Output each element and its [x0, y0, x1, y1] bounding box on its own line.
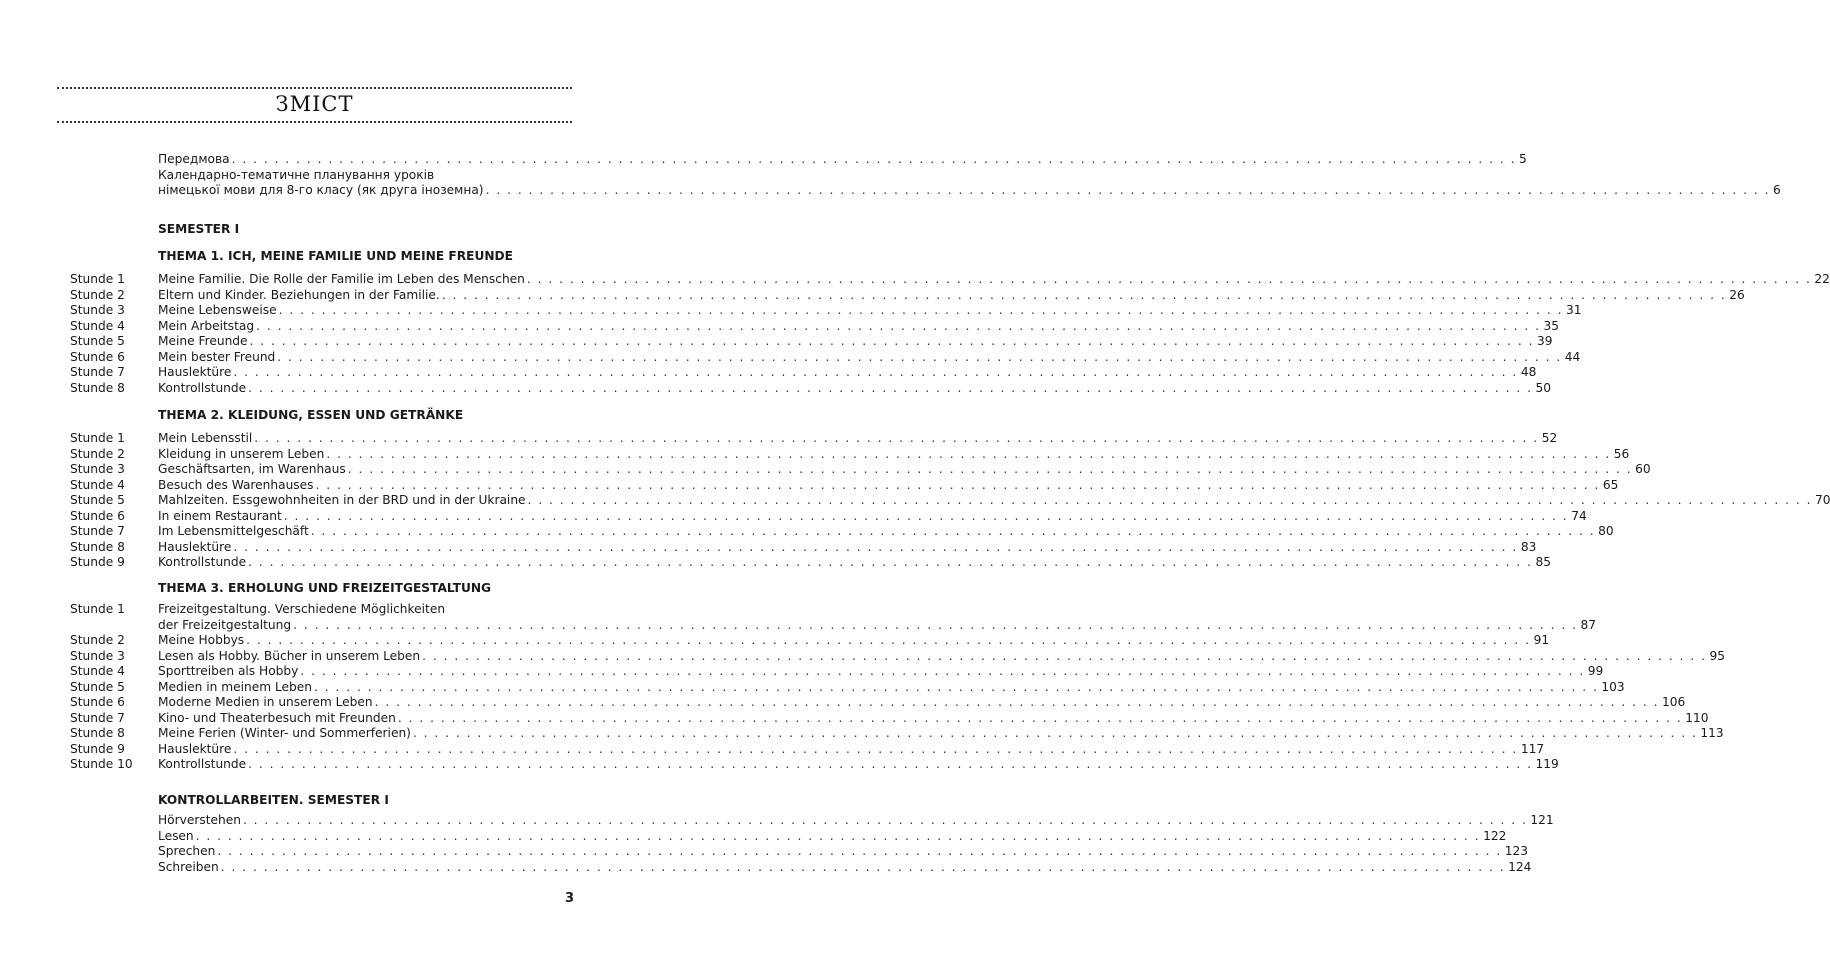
- lesson-label: Stunde 4: [70, 478, 125, 492]
- dot-leader: . . . . . . . . . . . . . . . . . . . . . . . . . . . . . . . . . . . . . . . . . . . . . . . . . . . . . . . . . . . . . . . . . . . . . . . . . . . . . . . . . . . . . . . . . . . . . . . . . . . . . . . . . . . . . . . . . . . . . . . .: [256, 319, 1541, 333]
- entry-title: Hauslektüre: [158, 742, 232, 756]
- entry-title: Lesen: [158, 829, 194, 843]
- entry-title: Календарно-тематичне планування уроків: [158, 168, 435, 182]
- section-heading: THEMA 1. ICH, MEINE FAMILIE UND MEINE FREUNDE: [158, 249, 513, 263]
- toc-row: [0, 318, 1559, 334]
- lesson-label: Stunde 4: [70, 319, 125, 333]
- entry-page-number: 95: [1709, 649, 1726, 663]
- lesson-label: Stunde 3: [70, 649, 125, 663]
- entry-title: Meine Ferien (Winter- und Sommerferien): [158, 726, 411, 740]
- toc-row: [0, 554, 1552, 570]
- entry-title: Kontrollstunde: [158, 757, 247, 771]
- lesson-label: Stunde 1: [70, 431, 125, 445]
- toc-row: [0, 859, 1532, 875]
- toc-row: [0, 725, 1724, 741]
- entry-page-number: 22: [1814, 272, 1830, 286]
- entry-page-number: 39: [1536, 334, 1553, 348]
- toc-entry: [158, 302, 1582, 318]
- entry-title: Freizeitgestaltung. Verschiedene Möglichkeiten: [158, 602, 446, 616]
- toc-entry: [158, 694, 1686, 710]
- dot-leader: . . . . . . . . . . . . . . . . . . . . . . . . . . . . . . . . . . . . . . . . . . . . . . . . . . . . . . . . . . . . . . . . . . . . . . . . . . . . . . . . . . . . . . . . . . . . . . . . . . . . . . . . . . . . . . . . . . . . . . . .: [422, 649, 1707, 663]
- lesson-label: Stunde 8: [70, 726, 125, 740]
- toc-entry: [158, 380, 1552, 396]
- lesson-label: Stunde 2: [70, 633, 125, 647]
- entry-page-number: 6: [1772, 183, 1781, 197]
- dot-leader: . . . . . . . . . . . . . . . . . . . . . . . . . . . . . . . . . . . . . . . . . . . . . . . . . . . . . . . . . . . . . . . . . . . . . . . . . . . . . . . . . . . . . . . . . . . . . . . . . . . . . . . . . . . . . . . . . . . . . . . .: [246, 633, 1531, 647]
- toc-entry: [158, 477, 1619, 493]
- dot-leader: . . . . . . . . . . . . . . . . . . . . . . . . . . . . . . . . . . . . . . . . . . . . . . . . . . . . . . . . . . . . . . . . . . . . . . . . . . . . . . . . . . . . . . . . . . . . . . . . . . . . . . . . . . . . . . . . . . . . . . . .: [397, 711, 1683, 725]
- entry-page-number: 80: [1598, 524, 1614, 538]
- dot-leader: . . . . . . . . . . . . . . . . . . . . . . . . . . . . . . . . . . . . . . . . . . . . . . . . . . . . . . . . . . . . . . . . . . . . . . . . . . . . . . . . . . . . . . . . . . . . . . . . . . . . . . . . . . . . . . . . . . . . . . . .: [217, 844, 1502, 858]
- toc-row: [0, 333, 1553, 349]
- toc-entry: [158, 182, 1781, 198]
- entry-title: Hauslektüre: [158, 540, 232, 554]
- toc-row: [0, 380, 1552, 396]
- dot-leader: . . . . . . . . . . . . . . . . . . . . . . . . . . . . . . . . . . . . . . . . . . . . . . . . . . . . . . . . . . . . . . . . . . . . . . . . . . . . . . . . . . . . . . . . . . . . . . . . . . . . . . . . . . . . . . . . . . . . . . . .: [233, 540, 1518, 554]
- lesson-label: Stunde 2: [70, 288, 125, 302]
- dot-leader: . . . . . . . . . . . . . . . . . . . . . . . . . . . . . . . . . . . . . . . . . . . . . . . . . . . . . . . . . . . . . . . . . . . . . . . . . . . . . . . . . . . . . . . . . . . . . . . . . . . . . . . . . . . . . . . . . . . . . . . .: [248, 381, 1533, 395]
- toc-entry: [158, 632, 1550, 648]
- entry-title: Mein bester Freund: [158, 350, 276, 364]
- dot-leader: . . . . . . . . . . . . . . . . . . . . . . . . . . . . . . . . . . . . . . . . . . . . . . . . . . . . . . . . . . . . . . . . . . . . . . . . . . . . . . . . . . . . . . . . . . . . . . . . . . . . . . . . . . . . . . . . . . . . . . . .: [242, 813, 1528, 827]
- toc-row: [0, 756, 1559, 772]
- entry-page-number: 110: [1685, 711, 1709, 725]
- toc-entry: [158, 812, 1554, 828]
- entry-page-number: 117: [1520, 742, 1545, 756]
- entry-title: der Freizeitgestaltung: [158, 618, 292, 632]
- entry-page-number: 85: [1535, 555, 1552, 569]
- entry-title: Besuch des Warenhauses: [158, 478, 314, 492]
- top-dotted-rule: [57, 87, 572, 89]
- lesson-label: Stunde 8: [70, 381, 125, 395]
- toc-entry: [158, 725, 1724, 741]
- toc-row: [0, 287, 1745, 303]
- entry-page-number: 121: [1530, 813, 1554, 827]
- entry-title: Meine Lebensweise: [158, 303, 277, 317]
- lesson-label: Stunde 1: [70, 602, 125, 616]
- entry-page-number: 113: [1700, 726, 1724, 740]
- dot-leader: . . . . . . . . . . . . . . . . . . . . . . . . . . . . . . . . . . . . . . . . . . . . . . . . . . . . . . . . . . . . . . . . . . . . . . . . . . . . . . . . . . . . . . . . . . . . . . . . . . . . . . . . . . . . . . . . . . . . . . . .: [374, 695, 1660, 709]
- lesson-label: Stunde 9: [70, 555, 125, 569]
- entry-page-number: 87: [1580, 618, 1597, 632]
- toc-row: [0, 182, 1781, 198]
- toc-entry: [158, 430, 1558, 446]
- dot-leader: . . . . . . . . . . . . . . . . . . . . . . . . . . . . . . . . . . . . . . . . . . . . . . . . . . . . . . . . . . . . . . . . . . . . . . . . . . . . . . . . . . . . . . . . . . . . . . . . . . . . . . . . . . . . . . . . . . . . . . . .: [248, 757, 1533, 771]
- lesson-label: Stunde 2: [70, 447, 125, 461]
- lesson-label: Stunde 5: [70, 334, 125, 348]
- entry-page-number: 123: [1504, 844, 1529, 858]
- toc-row: [0, 302, 1582, 318]
- toc-entry: [158, 492, 1830, 508]
- entry-title: Im Lebensmittelgeschäft: [158, 524, 309, 538]
- entry-page-number: 91: [1533, 633, 1550, 647]
- dot-leader: . . . . . . . . . . . . . . . . . . . . . . . . . . . . . . . . . . . . . . . . . . . . . . . . . . . . . . . . . . . . . . . . . . . . . . . . . . . . . . . . . . . . . . . . . . . . . . . . . . . . . . . . . . . . . . . . . . . . . . . .: [412, 726, 1698, 740]
- toc-entry: [158, 523, 1614, 539]
- toc-row: [0, 694, 1686, 710]
- entry-title: Moderne Medien in unserem Leben: [158, 695, 373, 709]
- lesson-label: Stunde 5: [70, 680, 125, 694]
- dot-leader: . . . . . . . . . . . . . . . . . . . . . . . . . . . . . . . . . . . . . . . . . . . . . . . . . . . . . . . . . . . . . . . . . . . . . . . . . . . . . . . . . . . . . . . . . . . . . . . . . . . . . . . . . . . . . . . . . . . . . . . .: [310, 524, 1596, 538]
- dot-leader: . . . . . . . . . . . . . . . . . . . . . . . . . . . . . . . . . . . . . . . . . . . . . . . . . . . . . . . . . . . . . . . . . . . . . . . . . . . . . . . . . . . . . . . . . . . . . . . . . . . . . . . . . . . . . . . . . . . . . . . .: [347, 462, 1633, 476]
- entry-page-number: 99: [1587, 664, 1604, 678]
- toc-entry: [158, 663, 1604, 679]
- dot-leader: . . . . . . . . . . . . . . . . . . . . . . . . . . . . . . . . . . . . . . . . . . . . . . . . . . . . . . . . . . . . . . . . . . . . . . . . . . . . . . . . . . . . . . . . . . . . . . . . . . . . . . . . . . . . . . . . . . . . . . . .: [278, 303, 1563, 317]
- toc-row: [0, 632, 1550, 648]
- lesson-label: Stunde 9: [70, 742, 125, 756]
- entry-page-number: 70: [1814, 493, 1830, 507]
- toc-entry: [158, 446, 1630, 462]
- toc-row: [0, 364, 1537, 380]
- entry-title: Meine Familie. Die Rolle der Familie im Leben des Menschen: [158, 272, 525, 286]
- dot-leader: . . . . . . . . . . . . . . . . . . . . . . . . . . . . . . . . . . . . . . . . . . . . . . . . . . . . . . . . . . . . . . . . . . . . . . . . . . . . . . . . . . . . . . . . . . . . . . . . . . . . . . . . . . . . . . . . . . . . . . . .: [527, 493, 1812, 507]
- toc-entry: [158, 539, 1537, 555]
- entry-title: Meine Hobbys: [158, 633, 245, 647]
- entry-page-number: 122: [1483, 829, 1507, 843]
- entry-page-number: 50: [1535, 381, 1552, 395]
- entry-page-number: 103: [1601, 680, 1625, 694]
- entry-title: Mahlzeiten. Essgewohnheiten in der BRD und in der Ukraine: [158, 493, 526, 507]
- toc-entry: [158, 648, 1726, 664]
- toc-entry: [158, 318, 1559, 334]
- entry-title: Передмова: [158, 152, 230, 166]
- section-heading: THEMA 2. KLEIDUNG, ESSEN UND GETRÄNKE: [158, 408, 464, 422]
- toc-row: [0, 477, 1619, 493]
- lesson-label: Stunde 10: [70, 757, 133, 771]
- entry-title: Kontrollstunde: [158, 555, 247, 569]
- dot-leader: . . . . . . . . . . . . . . . . . . . . . . . . . . . . . . . . . . . . . . . . . . . . . . . . . . . . . . . . . . . . . . . . . . . . . . . . . . . . . . . . . . . . . . . . . . . . . . . . . . . . . . . . . . . . . . . . . . . . . . . .: [485, 183, 1770, 197]
- toc-row: [0, 167, 661, 183]
- toc-entry: [158, 364, 1537, 380]
- dot-leader: . . . . . . . . . . . . . . . . . . . . . . . . . . . . . . . . . . . . . . . . . . . . . . . . . . . . . . . . . . . . . . . . . . . . . . . . . . . . . . . . . . . . . . . . . . . . . . . . . . . . . . . . . . . . . . . . . . . . . . . .: [233, 365, 1518, 379]
- dot-leader: . . . . . . . . . . . . . . . . . . . . . . . . . . . . . . . . . . . . . . . . . . . . . . . . . . . . . . . . . . . . . . . . . . . . . . . . . . . . . . . . . . . . . . . . . . . . . . . . . . . . . . . . . . . . . . . . . . . . . . . .: [249, 334, 1534, 348]
- toc-row: [0, 601, 661, 617]
- toc-entry: [158, 756, 1559, 772]
- toc-row: [0, 430, 1558, 446]
- section-heading: KONTROLLARBEITEN. SEMESTER I: [158, 793, 389, 807]
- toc-entry: [158, 461, 1651, 477]
- entry-page-number: 35: [1543, 319, 1559, 333]
- toc-row: [0, 812, 1554, 828]
- entry-page-number: 74: [1571, 509, 1587, 523]
- page-title: ЗМІСТ: [275, 92, 354, 116]
- toc-entry: [158, 333, 1553, 349]
- toc-row: [0, 271, 1830, 287]
- dot-leader: . . . . . . . . . . . . . . . . . . . . . . . . . . . . . . . . . . . . . . . . . . . . . . . . . . . . . . . . . . . . . . . . . . . . . . . . . . . . . . . . . . . . . . . . . . . . . . . . . . . . . . . . . . . . . . . . . . . . . . . .: [195, 829, 1481, 843]
- lesson-label: Stunde 6: [70, 350, 125, 364]
- toc-row: [0, 648, 1726, 664]
- entry-title: Lesen als Hobby. Bücher in unserem Leben: [158, 649, 421, 663]
- semester-heading: SEMESTER I: [158, 222, 240, 236]
- lesson-label: Stunde 3: [70, 462, 125, 476]
- dot-leader: . . . . . . . . . . . . . . . . . . . . . . . . . . . . . . . . . . . . . . . . . . . . . . . . . . . . . . . . . . . . . . . . . . . . . . . . . . . . . . . . . . . . . . . . . . . . . . . . . . . . . . . . . . . . . . . . . . . . . . . .: [231, 152, 1517, 166]
- entry-page-number: 44: [1564, 350, 1581, 364]
- lesson-label: Stunde 7: [70, 524, 125, 538]
- lesson-label: Stunde 4: [70, 664, 125, 678]
- entry-page-number: 56: [1613, 447, 1630, 461]
- toc-entry: [158, 151, 1527, 167]
- lesson-label: Stunde 5: [70, 493, 125, 507]
- toc-row: [0, 508, 1587, 524]
- lesson-label: Stunde 7: [70, 711, 125, 725]
- dot-leader: . . . . . . . . . . . . . . . . . . . . . . . . . . . . . . . . . . . . . . . . . . . . . . . . . . . . . . . . . . . . . . . . . . . . . . . . . . . . . . . . . . . . . . . . . . . . . . . . . . . . . . . . . . . . . . . . . . . . . . . .: [315, 478, 1600, 492]
- entry-page-number: 26: [1729, 288, 1745, 302]
- toc-row: [0, 461, 1651, 477]
- dot-leader: . . . . . . . . . . . . . . . . . . . . . . . . . . . . . . . . . . . . . . . . . . . . . . . . . . . . . . . . . . . . . . . . . . . . . . . . . . . . . . . . . . . . . . . . . . . . . . . . . . . . . . . . . . . . . . . . . . . . . . . .: [283, 509, 1569, 523]
- toc-row: [0, 492, 1830, 508]
- entry-page-number: 65: [1602, 478, 1619, 492]
- toc-row: [0, 446, 1630, 462]
- entry-title: Schreiben: [158, 860, 219, 874]
- dot-leader: . . . . . . . . . . . . . . . . . . . . . . . . . . . . . . . . . . . . . . . . . . . . . . . . . . . . . . . . . . . . . . . . . . . . . . . . . . . . . . . . . . . . . . . . . . . . . . . . . . . . . . . . . . . . . . . . . . . . . . . .: [313, 680, 1599, 694]
- entry-title: Mein Lebensstil: [158, 431, 253, 445]
- entry-page-number: 48: [1520, 365, 1537, 379]
- dot-leader: . . . . . . . . . . . . . . . . . . . . . . . . . . . . . . . . . . . . . . . . . . . . . . . . . . . . . . . . . . . . . . . . . . . . . . . . . . . . . . . . . . . . . . . . . . . . . . . . . . . . . . . . . . . . . . . . . . . . . . . .: [326, 447, 1611, 461]
- entry-title: In einem Restaurant: [158, 509, 282, 523]
- entry-title: Sporttreiben als Hobby: [158, 664, 299, 678]
- toc-row: [0, 523, 1614, 539]
- toc-entry: [158, 617, 1597, 633]
- toc-entry: [158, 843, 1529, 859]
- section-heading: THEMA 3. ERHOLUNG UND FREIZEITGESTALTUNG: [158, 581, 492, 595]
- entry-title: Hauslektüre: [158, 365, 232, 379]
- toc-row: [0, 679, 1625, 695]
- bottom-dotted-rule: [57, 121, 572, 123]
- toc-row: [0, 741, 1545, 757]
- entry-page-number: 83: [1520, 540, 1537, 554]
- entry-title: Mein Arbeitstag: [158, 319, 255, 333]
- entry-title: Kontrollstunde: [158, 381, 247, 395]
- entry-title: Sprechen: [158, 844, 216, 858]
- entry-page-number: 119: [1535, 757, 1559, 771]
- toc-row: [0, 710, 1709, 726]
- dot-leader: . . . . . . . . . . . . . . . . . . . . . . . . . . . . . . . . . . . . . . . . . . . . . . . . . . . . . . . . . . . . . . . . . . . . . . . . . . . . . . . . . . . . . . . . . . . . . . . . . . . . . . . . . . . . . . . . . . . . . . . .: [254, 431, 1539, 445]
- entry-title: Medien in meinem Leben: [158, 680, 312, 694]
- entry-title: Kleidung in unserem Leben: [158, 447, 325, 461]
- entry-title: Eltern und Kinder. Beziehungen in der Familie.: [158, 288, 440, 302]
- entry-title: Hörverstehen: [158, 813, 241, 827]
- dot-leader: . . . . . . . . . . . . . . . . . . . . . . . . . . . . . . . . . . . . . . . . . . . . . . . . . . . . . . . . . . . . . . . . . . . . . . . . . . . . . . . . . . . . . . . . . . . . . . . . . . . . . . . . . . . . . . . . . . . . . . . .: [277, 350, 1562, 364]
- dot-leader: . . . . . . . . . . . . . . . . . . . . . . . . . . . . . . . . . . . . . . . . . . . . . . . . . . . . . . . . . . . . . . . . . . . . . . . . . . . . . . . . . . . . . . . . . . . . . . . . . . . . . . . . . . . . . . . . . . . . . . . .: [233, 742, 1518, 756]
- dot-leader: . . . . . . . . . . . . . . . . . . . . . . . . . . . . . . . . . . . . . . . . . . . . . . . . . . . . . . . . . . . . . . . . . . . . . . . . . . . . . . . . . . . . . . . . . . . . . . . . . . . . . . . . . . . . . . . . . . . . . . . .: [526, 272, 1812, 286]
- toc-entry: [158, 741, 1545, 757]
- toc-entry: [158, 287, 1745, 303]
- entry-title: німецької мови для 8-го класу (як друга іноземна): [158, 183, 484, 197]
- toc-row: [0, 828, 1507, 844]
- toc-row: [0, 539, 1537, 555]
- lesson-label: Stunde 6: [70, 695, 125, 709]
- entry-page-number: 31: [1565, 303, 1582, 317]
- entry-title: Meine Freunde: [158, 334, 248, 348]
- toc-row: [0, 617, 1597, 633]
- dot-leader: . . . . . . . . . . . . . . . . . . . . . . . . . . . . . . . . . . . . . . . . . . . . . . . . . . . . . . . . . . . . . . . . . . . . . . . . . . . . . . . . . . . . . . . . . . . . . . . . . . . . . . . . . . . . . . . . . . . . . . . .: [220, 860, 1506, 874]
- toc-row: [0, 663, 1604, 679]
- entry-page-number: 60: [1635, 462, 1651, 476]
- toc-entry: [158, 828, 1507, 844]
- dot-leader: . . . . . . . . . . . . . . . . . . . . . . . . . . . . . . . . . . . . . . . . . . . . . . . . . . . . . . . . . . . . . . . . . . . . . . . . . . . . . . . . . . . . . . . . . . . . . . . . . . . . . . . . . . . . . . . . . . . . . . . .: [248, 555, 1533, 569]
- toc-entry: [158, 859, 1532, 875]
- toc-entry: [158, 554, 1552, 570]
- dot-leader: . . . . . . . . . . . . . . . . . . . . . . . . . . . . . . . . . . . . . . . . . . . . . . . . . . . . . . . . . . . . . . . . . . . . . . . . . . . . . . . . . . . . . . . . . . . . . . . . . . . . . . . . . . . . . . . . . . . . . . . .: [441, 288, 1727, 302]
- entry-title: Kino- und Theaterbesuch mit Freunden: [158, 711, 396, 725]
- entry-page-number: 124: [1508, 860, 1532, 874]
- toc-row: [0, 349, 1581, 365]
- toc-entry: [158, 349, 1581, 365]
- entry-title: Geschäftsarten, im Warenhaus: [158, 462, 346, 476]
- toc-entry: [158, 271, 1830, 287]
- dot-leader: . . . . . . . . . . . . . . . . . . . . . . . . . . . . . . . . . . . . . . . . . . . . . . . . . . . . . . . . . . . . . . . . . . . . . . . . . . . . . . . . . . . . . . . . . . . . . . . . . . . . . . . . . . . . . . . . . . . . . . . .: [293, 618, 1578, 632]
- toc-row: [0, 843, 1529, 859]
- entry-page-number: 5: [1519, 152, 1527, 166]
- lesson-label: Stunde 3: [70, 303, 125, 317]
- toc-entry: [158, 679, 1625, 695]
- page-number: 3: [564, 891, 574, 906]
- toc-entry: [158, 710, 1709, 726]
- lesson-label: Stunde 1: [70, 272, 125, 286]
- entry-page-number: 52: [1541, 431, 1558, 445]
- lesson-label: Stunde 8: [70, 540, 125, 554]
- toc-entry: [158, 508, 1587, 524]
- toc-row: [0, 151, 1527, 167]
- entry-page-number: 106: [1662, 695, 1686, 709]
- lesson-label: Stunde 6: [70, 509, 125, 523]
- dot-leader: . . . . . . . . . . . . . . . . . . . . . . . . . . . . . . . . . . . . . . . . . . . . . . . . . . . . . . . . . . . . . . . . . . . . . . . . . . . . . . . . . . . . . . . . . . . . . . . . . . . . . . . . . . . . . . . . . . . . . . . .: [300, 664, 1585, 678]
- lesson-label: Stunde 7: [70, 365, 125, 379]
